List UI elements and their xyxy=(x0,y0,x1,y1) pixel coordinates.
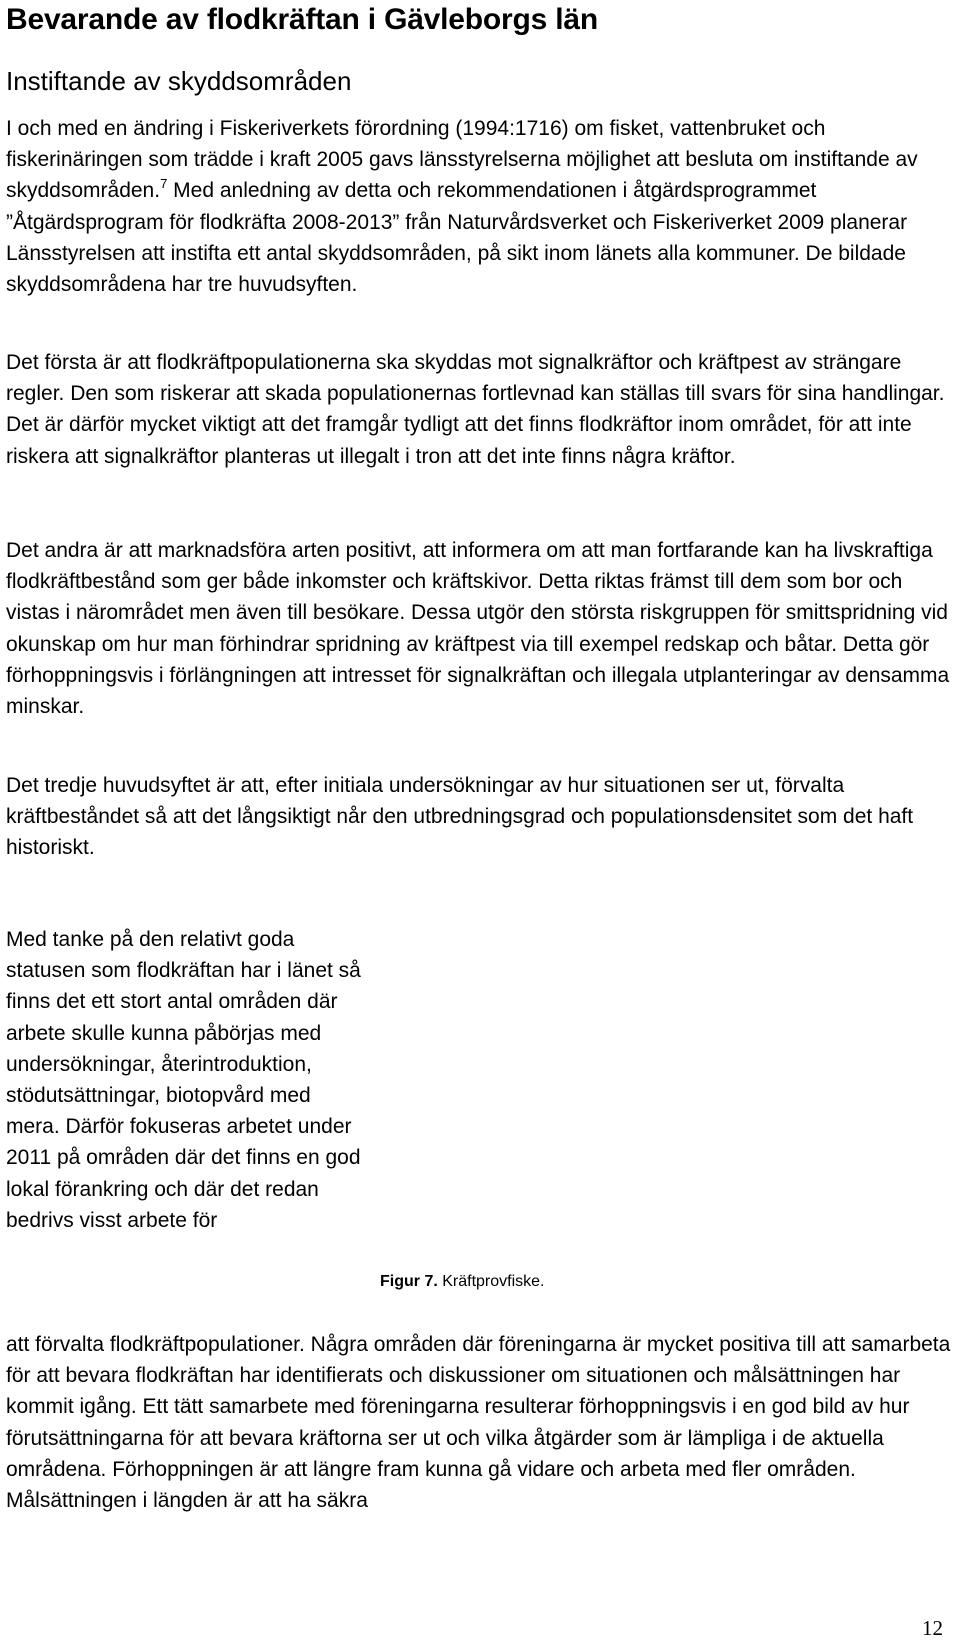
page-title: Bevarande av flodkräftan i Gävleborgs län xyxy=(6,3,599,36)
paragraph-intro-text-1: I och med en ändring i Fiskeriverkets förordning (1994:1716) om fisket, vattenbruket och fiskerinäringen som trädde i kraft 2005 gavs länsstyrelserna möjlighet att besluta om instiftande av skyddsområden. xyxy=(6,117,918,203)
paragraph-second-purpose: Det andra är att marknadsföra arten positivt, att informera om att man fortfarande kan ha livskraftiga flodkräftbestånd som ger både inkomster och kräftskivor. Detta riktas främst till dem som bor och vistas i närområdet men även till besökare. Dessa utgör den största riskgruppen för smittspridning vid okunskap om hur man förhindrar spridning av kräftpest via till exempel redskap och båtar. Detta gör förhoppningsvis i förlängningen att intresset för signalkräftan och illegala utplanteringar av densamma minskar. xyxy=(6,539,950,719)
section-heading: Instiftande av skyddsområden xyxy=(6,66,352,96)
footnote-reference: 7 xyxy=(160,176,168,192)
page-number: 12 xyxy=(922,1616,943,1640)
paragraph-intro xyxy=(6,113,956,300)
figure-label: Figur 7. xyxy=(380,1273,438,1290)
figure-caption-text: Kräftprovfiske. xyxy=(437,1273,545,1290)
paragraph-third-purpose: Det tredje huvudsyftet är att, efter initiala undersökningar av hur situationen ser ut, förvalta kräftbeståndet så att det långsiktigt når den utbredningsgrad och populationsdensitet som det haft historiskt. xyxy=(6,774,914,860)
figure-caption xyxy=(380,1272,544,1292)
paragraph-intro-text-2: Med anledning av detta och rekommendationen i åtgärdsprogrammet ”Åtgärdsprogram för flodkräfta 2008-2013” från Naturvårdsverket och Fiskeriverket 2009 planerar Länsstyrelsen att instifta ett antal skyddsområden, på sikt inom länets alla kommuner. De bildade skyddsområdena har tre huvudsyften. xyxy=(6,179,908,297)
paragraph-focus-areas-continued: att förvalta flodkräftpopulationer. Några områden där föreningarna är mycket positiva till att samarbeta för att bevara flodkräftan har identifierats och diskussioner om situationen och målsättningen har kommit igång. Ett tätt samarbete med föreningarna resulterar förhoppningsvis i en god bild av hur förutsättningarna för att bevara kräftorna ser ut och vilka åtgärder som är lämpliga i de aktuella områdena. Förhoppningen är att längre fram kunna gå vidare och arbeta med fler områden. Målsättningen i längden är att ha säkra xyxy=(6,1333,951,1513)
paragraph-first-purpose: Det första är att flodkräftpopulationerna ska skyddas mot signalkräftor och kräftpest av strängare regler. Den som riskerar att skada populationernas fortlevnad kan ställas till svars för sina handlingar. Det är därför mycket viktigt att det framgår tydligt att det finns flodkräftor inom området, för att inte riskera att signalkräftor planteras ut illegalt i tron att det inte finns några kräftor. xyxy=(6,351,945,468)
paragraph-focus-areas-narrow: Med tanke på den relativt goda statusen som flodkräftan har i länet så finns det ett stort antal områden där arbete skulle kunna påbörjas med undersökningar, återintroduktion, stödutsättningar, biotopvård med mera. Därför fokuseras arbetet under 2011 på områden där det finns en god lokal förankring och där det redan bedrivs visst arbete för xyxy=(6,928,361,1232)
